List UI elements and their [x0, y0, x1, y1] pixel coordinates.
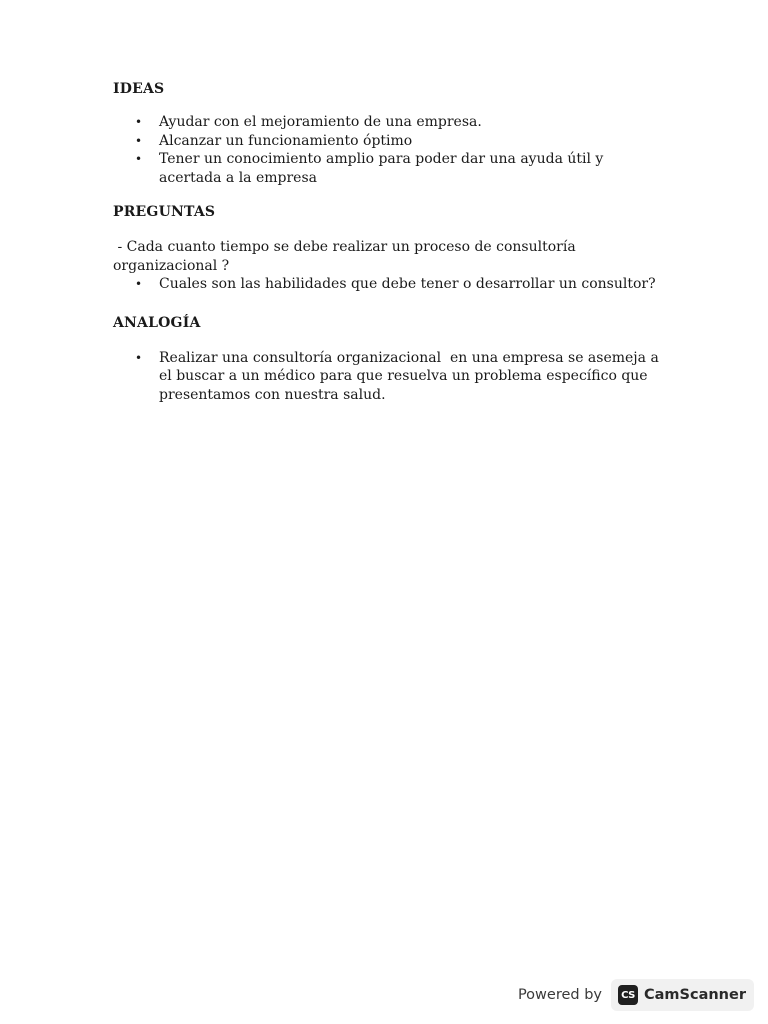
- powered-by-label: Powered by: [517, 987, 602, 1003]
- preguntas-intro: - Cada cuanto tiempo se debe realizar un proceso de consultoría organizacional ?: [113, 239, 581, 274]
- bullet-icon: •: [135, 277, 143, 291]
- camscanner-name: CamScanner: [644, 987, 746, 1003]
- bullet-icon: •: [135, 115, 143, 129]
- list-item: • Cuales son las habilidades que debe tener o desarrollar un consultor?: [135, 276, 656, 292]
- list-item: • Ayudar con el mejoramiento de una empresa.: [135, 114, 482, 130]
- bullet-icon: •: [135, 152, 143, 166]
- ideas-heading: IDEAS: [113, 81, 165, 97]
- analogia-list: [113, 349, 673, 405]
- preguntas-heading: PREGUNTAS: [113, 204, 216, 220]
- camscanner-watermark: [518, 979, 754, 1011]
- document-page: [113, 80, 673, 404]
- list-item: • Realizar una consultoría organizacional en una empresa se asemeja a el buscar a un médico para que resuelva un problema específico que presentamos con nuestra salud.: [135, 349, 664, 403]
- camscanner-logo-icon: CS: [618, 985, 638, 1005]
- camscanner-badge: [611, 979, 754, 1011]
- list-item: • Tener un conocimiento amplio para poder dar una ayuda útil y acertada a la empresa: [135, 151, 604, 186]
- bullet-icon: •: [135, 350, 143, 365]
- preguntas-list: [113, 275, 673, 294]
- list-item: • Alcanzar un funcionamiento óptimo: [135, 132, 413, 149]
- analogia-heading: ANALOGÍA: [113, 314, 201, 331]
- ideas-list: [113, 113, 673, 187]
- bullet-icon: •: [135, 133, 143, 148]
